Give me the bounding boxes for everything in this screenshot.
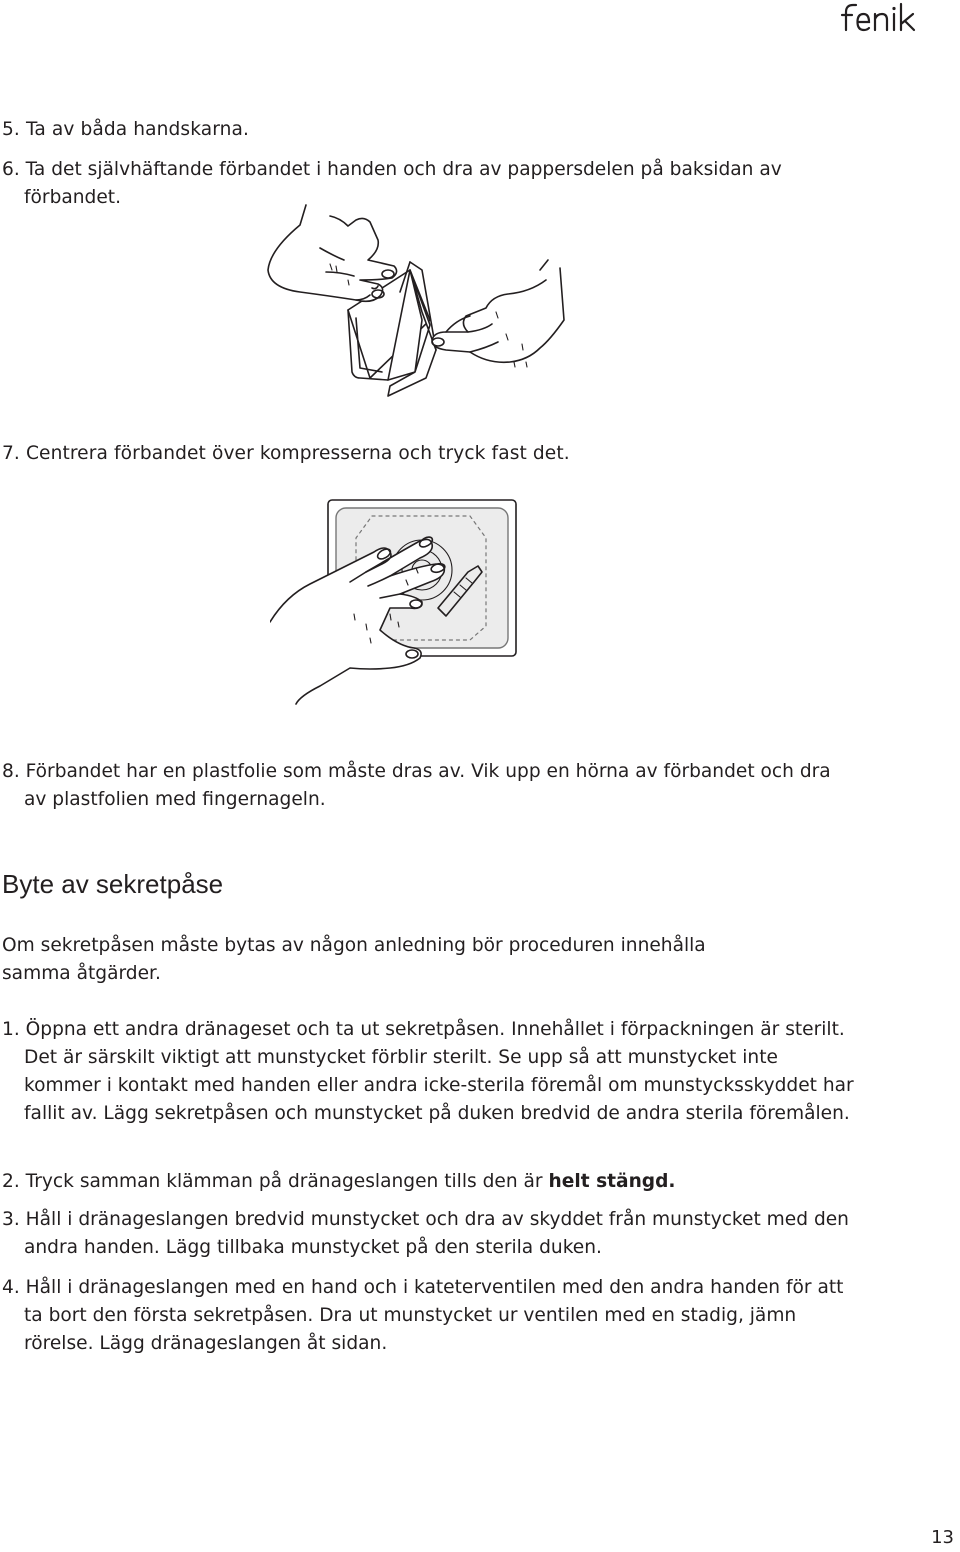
instruction-step-6: 6. Ta det självhäftande förbandet i handen och dra av pappersdelen på baksidan av förbandet. — [2, 159, 782, 208]
procedure-step-1: 1. Öppna ett andra dränageset och ta ut sekretpåsen. Innehållet i förpackningen är sterilt. Det är särskilt viktigt att munstycket förblir sterilt. Se upp så att munstycket inte kommer i kontakt med handen eller andra icke-sterila föremål om munstycksskyddet har fallit av. Lägg sekretpåsen och munstycket på duken bredvid de andra sterila föremålen. — [2, 1019, 854, 1124]
instruction-step-8: 8. Förbandet har en plastfolie som måste dras av. Vik upp en hörna av förbandet och dra av plastfolien med fingernageln. — [2, 761, 831, 810]
fenik-logo-icon — [838, 0, 922, 36]
section-intro: Om sekretpåsen måste bytas av någon anledning bör proceduren innehålla samma åtgärder. — [2, 935, 706, 984]
procedure-step-2 — [2, 1168, 854, 1196]
section-title: Byte av sekretpåse — [2, 869, 224, 899]
procedure-step-2-bold: helt stängd. — [548, 1171, 676, 1192]
procedure-step-2-text: 2. Tryck samman klämman på dränageslangen tills den är — [2, 1171, 549, 1192]
instruction-step-7: 7. Centrera förbandet över kompresserna och tryck fast det. — [2, 443, 570, 464]
procedure-step-4: 4. Håll i dränageslangen med en hand och i kateterventilen med den andra handen för att ta bort den första sekretpåsen. Dra ut munstycket ur ventilen med en stadig, jämn rörelse. Lägg dränageslangen åt sidan. — [2, 1277, 844, 1354]
instruction-step-5: 5. Ta av båda handskarna. — [2, 119, 250, 140]
hand-pressing-dressing-icon — [270, 496, 522, 708]
page-number: 13 — [931, 1527, 954, 1548]
procedure-step-3: 3. Håll i dränageslangen bredvid munstycket och dra av skyddet från munstycket med den andra handen. Lägg tillbaka munstycket på den sterila duken. — [2, 1209, 849, 1258]
hands-peeling-dressing-icon — [260, 200, 570, 400]
